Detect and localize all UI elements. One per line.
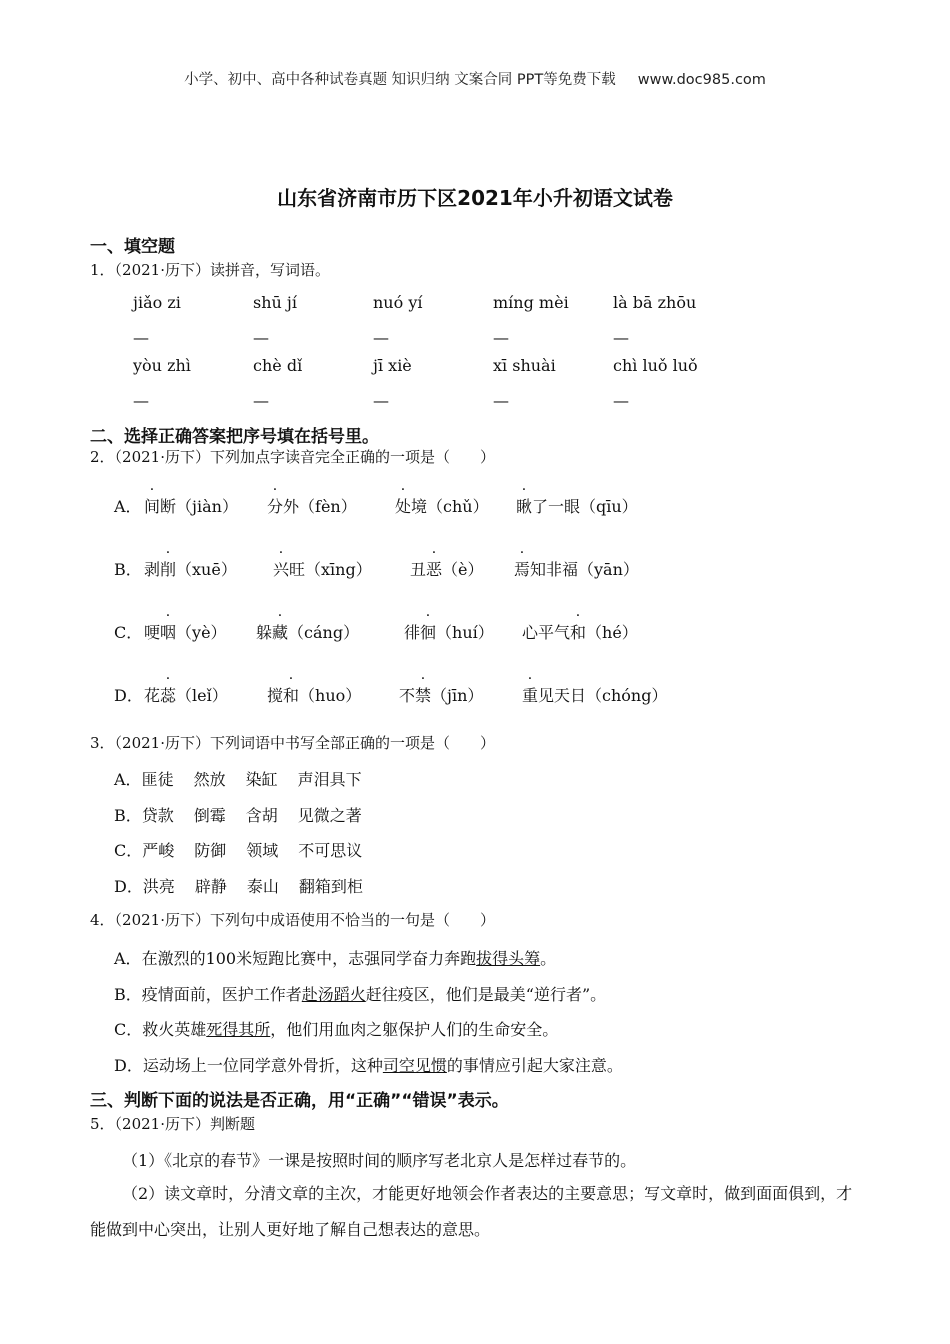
q4-option-a[interactable]: A．在激烈的100米短跑比赛中，志强同学奋力奔跑拔得头筹。 [114,949,557,968]
answer-blank[interactable]: — [493,391,509,410]
dotted-char: 和 [570,623,587,642]
pinyin-3: nuó yí [373,293,423,312]
word: 声泪具下 [297,770,362,789]
header-site-text: 小学、初中、高中各种试卷真题 知识归纳 文案合同 PPT等免费下载 [184,72,616,88]
dotted-char: 兴 [273,560,290,579]
underlined-idiom: 死得其所 [206,1020,271,1039]
q2-b-item-3: 丑恶（è） [410,557,484,580]
pinyin-6: yòu zhì [133,356,191,375]
option-label: C． [114,623,143,642]
q4-option-b[interactable]: B．疫情面前，医护工作者赴汤蹈火赶往疫区，他们是最美“逆行者”。 [114,985,607,1004]
word: 见微之著 [297,806,362,825]
question-1-stem: 1．（2021·历下）读拼音，写词语。 [90,261,330,279]
option-label: D． [114,1056,143,1075]
pinyin-10: chì luǒ luǒ [613,356,698,375]
pinyin-4: míng mèi [493,293,569,312]
answer-blank[interactable]: — [253,328,269,347]
q2-a-item-2: 分外（fèn） [267,494,357,517]
question-4-stem: 4．（2021·历下）下列句中成语使用不恰当的一句是（ ） [90,911,495,929]
pinyin-2: shū jí [253,293,297,312]
header-site-url[interactable]: www.doc985.com [637,72,766,88]
underlined-idiom: 拔得头筹 [476,949,541,968]
question-3-stem: 3．（2021·历下）下列词语中书写全部正确的一项是（ ） [90,734,495,752]
dotted-char: 恶 [426,560,443,579]
q2-a-item-3: 处境（chǔ） [395,494,489,517]
document-title: 山东省济南市历下区2021年小升初语文试卷 [277,186,673,210]
question-5-stem: 5．（2021·历下）判断题 [90,1115,255,1133]
q2-d-item-2: 搅和（huo） [267,683,361,706]
option-label: C． [114,841,143,860]
section-3-heading: 三、判断下面的说法是否正确，用“正确”“错误”表示。 [90,1091,509,1111]
q3-option-a[interactable] [114,767,362,790]
answer-blank[interactable]: — [253,391,269,410]
q2-a-item-4: 瞅了一眼（qīu） [516,494,638,517]
dotted-char: 藏 [272,623,289,642]
answer-blank[interactable]: — [133,328,149,347]
q2-b-item-1: 剥削（xuē） [144,557,237,580]
q2-c-item-1: 哽咽（yè） [144,620,227,643]
q4-option-c[interactable]: C．救火英雄死得其所，他们用血肉之躯保护人们的生命安全。 [114,1020,559,1039]
dotted-char: 和 [283,686,300,705]
q2-option-c[interactable] [114,620,142,643]
dotted-char: 间 [144,497,161,516]
word: 不可思议 [298,841,363,860]
pinyin-9: xī shuài [493,356,556,375]
pinyin-8: jī xiè [373,356,412,375]
dotted-char: 削 [160,560,177,579]
dotted-char: 焉 [514,560,531,579]
q4-option-d[interactable]: D．运动场上一位同学意外骨折，这种司空见惯的事情应引起大家注意。 [114,1056,623,1075]
q2-c-item-3: 徘徊（huí） [404,620,494,643]
dotted-char: 重 [522,686,539,705]
word: 匪徒 [141,770,174,789]
q2-c-item-2: 躲藏（cáng） [256,620,359,643]
underlined-idiom: 司空见惯 [382,1056,447,1075]
dotted-char: 徊 [420,623,437,642]
word: 防御 [194,841,227,860]
q2-b-item-4: 焉知非福（yān） [514,557,639,580]
q5-statement-2: （2）读文章时，分清文章的主次，才能更好地领会作者表达的主要意思；写文章时，做到面面俱到，才能做到中心突出，让别人更好地了解自己想表达的意思。 [90,1184,853,1239]
word: 翻箱到柜 [298,877,363,896]
answer-blank[interactable]: — [373,328,389,347]
option-label: A． [114,770,142,789]
q2-option-a[interactable] [114,494,142,517]
q2-option-d[interactable] [114,683,143,706]
pinyin-5: là bā zhōu [613,293,697,312]
option-label: A． [114,497,142,516]
word: 泰山 [246,877,279,896]
answer-blank[interactable]: — [493,328,509,347]
word: 洪亮 [142,877,175,896]
word: 倒霉 [193,806,226,825]
section-1-heading: 一、填空题 [90,237,175,257]
q3-option-b[interactable] [114,803,362,826]
option-label: B． [114,806,142,825]
word: 然放 [193,770,226,789]
option-label: B． [114,560,142,579]
option-label: C． [114,1020,143,1039]
q2-c-item-4: 心平气和（hé） [522,620,638,643]
answer-blank[interactable]: — [373,391,389,410]
section-2-heading: 二、选择正确答案把序号填在括号里。 [90,427,379,447]
answer-blank[interactable]: — [133,391,149,410]
answer-blank[interactable]: — [613,391,629,410]
q2-d-item-3: 不禁（jīn） [399,683,483,706]
page-header [0,68,950,89]
pinyin-1: jiǎo zi [133,293,181,312]
word: 含胡 [245,806,278,825]
option-label: D． [114,877,143,896]
underlined-idiom: 赴汤蹈火 [301,985,366,1004]
answer-blank[interactable]: — [613,328,629,347]
word: 贷款 [141,806,174,825]
q2-option-b[interactable] [114,557,142,580]
q3-option-c[interactable] [114,838,362,861]
dotted-char: 咽 [160,623,177,642]
q3-option-d[interactable] [114,874,363,897]
dotted-char: 处 [395,497,412,516]
q2-d-item-1: 花蕊（leǐ） [144,683,228,706]
q2-b-item-2: 兴旺（xīng） [273,557,372,580]
word: 严峻 [142,841,175,860]
pinyin-7: chè dǐ [253,356,303,375]
word: 辟静 [194,877,227,896]
option-label: B． [114,985,142,1004]
dotted-char: 瞅 [516,497,533,516]
q2-a-item-1: 间断（jiàn） [144,494,238,517]
option-label: D． [114,686,143,705]
word: 染缸 [245,770,278,789]
q2-d-item-4: 重见天日（chóng） [522,683,667,706]
word: 领域 [246,841,279,860]
option-label: A． [114,949,142,968]
question-2-stem: 2．（2021·历下）下列加点字读音完全正确的一项是（ ） [90,448,495,466]
dotted-char: 禁 [415,686,432,705]
dotted-char: 分 [267,497,284,516]
dotted-char: 蕊 [160,686,177,705]
q5-statement-1: （1）《北京的春节》一课是按照时间的顺序写老北京人是怎样过春节的。 [122,1151,637,1170]
